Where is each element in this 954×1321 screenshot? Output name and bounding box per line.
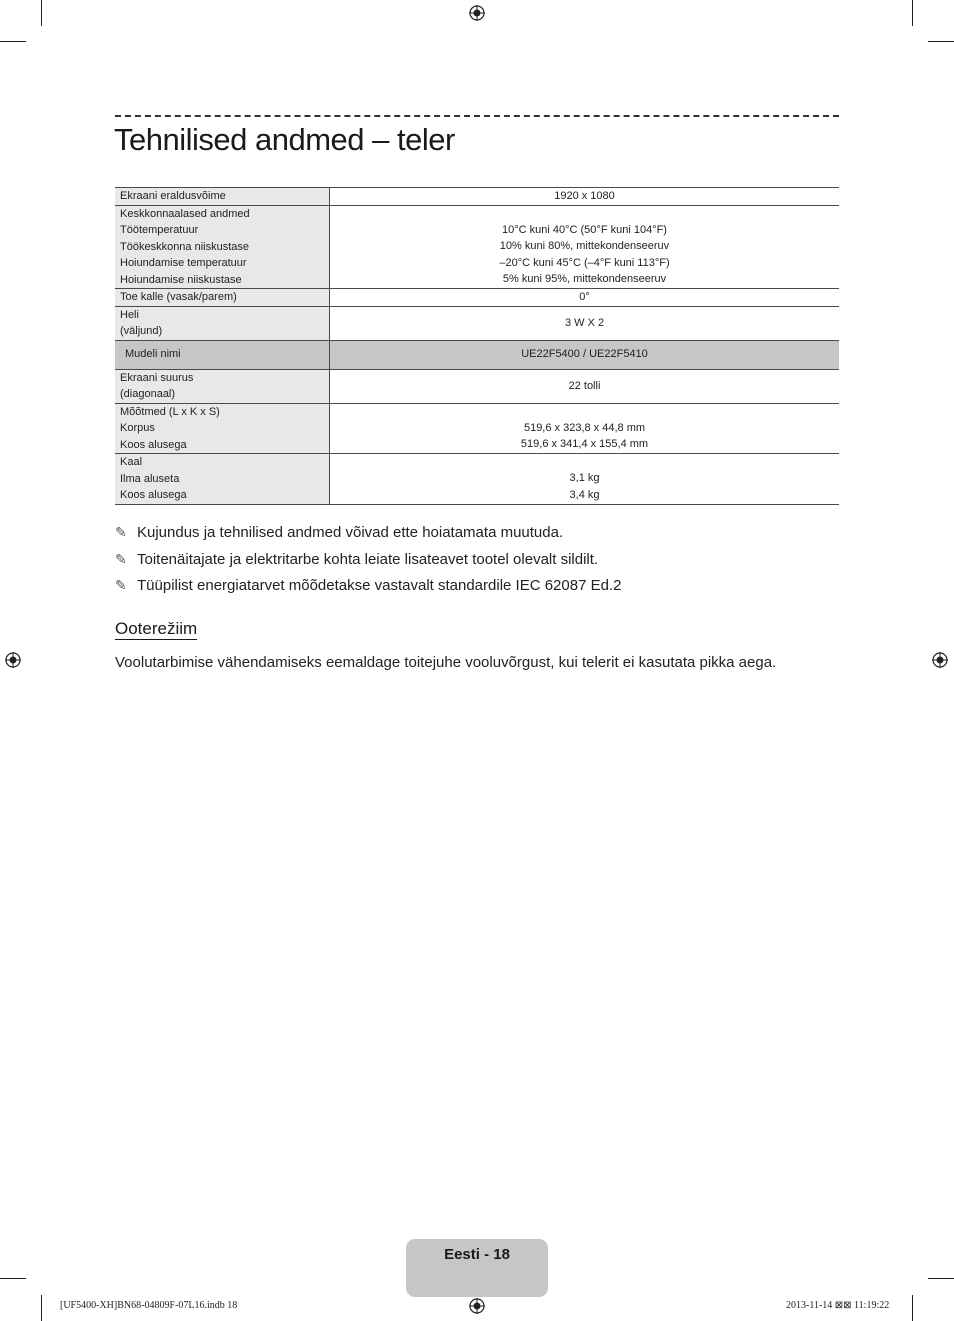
spec-label: Ekraani eraldusvõime <box>115 188 330 206</box>
crop-mark <box>912 0 913 26</box>
spec-value: 22 tolli <box>330 369 840 403</box>
spec-value: 519,6 x 323,8 x 44,8 mm 519,6 x 341,4 x 155,4 mm <box>330 403 840 454</box>
spec-value: 0° <box>330 289 840 307</box>
spec-label: Heli (väljund) <box>115 306 330 340</box>
note-item: ✎ Kujundus ja tehnilised andmed võivad ette hoiatamata muutuda. <box>115 524 564 541</box>
spec-value: 3,1 kg 3,4 kg <box>330 454 840 505</box>
table-row <box>115 454 839 505</box>
crop-mark <box>41 0 42 26</box>
spec-label: Ekraani suurus (diagonaal) <box>115 369 330 403</box>
spec-label: Mõõtmed (L x K x S) Korpus Koos alusega <box>115 403 330 454</box>
table-row <box>115 306 839 340</box>
crop-mark <box>0 41 26 42</box>
spec-value: 1920 x 1080 <box>330 188 840 206</box>
spec-label: Mudeli nimi <box>115 340 330 369</box>
registration-mark-icon <box>5 652 21 668</box>
note-item: ✎ Toitenäitajate ja elektritarbe kohta leiate lisateavet tootel olevalt sildilt. <box>115 550 599 568</box>
registration-mark-icon <box>932 652 948 668</box>
pencil-icon: ✎ <box>115 577 127 593</box>
body-paragraph: Voolutarbimise vähendamiseks eemaldage toitejuhe vooluvõrgust, kui telerit ei kasutata pikka aega. <box>115 654 777 671</box>
spec-label: Toe kalle (vasak/parem) <box>115 289 330 307</box>
spec-table <box>115 187 839 505</box>
table-row <box>115 403 839 454</box>
page-number: Eesti - 18 <box>444 1246 510 1263</box>
spec-label: Kaal Ilma aluseta Koos alusega <box>115 454 330 505</box>
crop-mark <box>928 1278 954 1279</box>
crop-mark <box>928 41 954 42</box>
crop-mark <box>0 1278 26 1279</box>
title-dashed-rule <box>115 115 839 117</box>
page-title: Tehnilised andmed – teler <box>114 122 455 157</box>
crop-mark <box>41 1295 42 1321</box>
print-slug-timestamp: 2013-11-14 ⊠⊠ 11:19:22 <box>786 1300 890 1311</box>
print-slug-file: [UF5400-XH]BN68-04809F-07L16.indb 18 <box>60 1300 238 1311</box>
table-row <box>115 188 839 206</box>
note-item: ✎ Tüüpilist energiatarvet mõõdetakse vastavalt standardile IEC 62087 Ed.2 <box>115 577 622 594</box>
spec-value: 3 W X 2 <box>330 306 840 340</box>
registration-mark-icon <box>469 1298 485 1314</box>
notes-list <box>115 524 839 604</box>
registration-mark-icon <box>469 5 485 21</box>
spec-value: 10°C kuni 40°C (50°F kuni 104°F) 10% kuni 80%, mittekondenseeruv –20°C kuni 45°C (–4°F kuni 113°F) 5% kuni 95%, mittekondenseeruv <box>330 205 840 289</box>
spec-label: Keskkonnaalased andmed Töötemperatuur Töökeskkonna niiskustase Hoiundamise temperatuur Hoiundamise niiskustase <box>115 205 330 289</box>
table-row <box>115 369 839 403</box>
table-row <box>115 289 839 307</box>
section-heading: Ooterežiim <box>115 619 198 638</box>
table-row <box>115 205 839 289</box>
pencil-icon: ✎ <box>115 524 127 540</box>
pencil-icon: ✎ <box>115 550 127 567</box>
spec-value: UE22F5400 / UE22F5410 <box>330 340 840 369</box>
crop-mark <box>912 1295 913 1321</box>
table-row-highlight <box>115 340 839 369</box>
